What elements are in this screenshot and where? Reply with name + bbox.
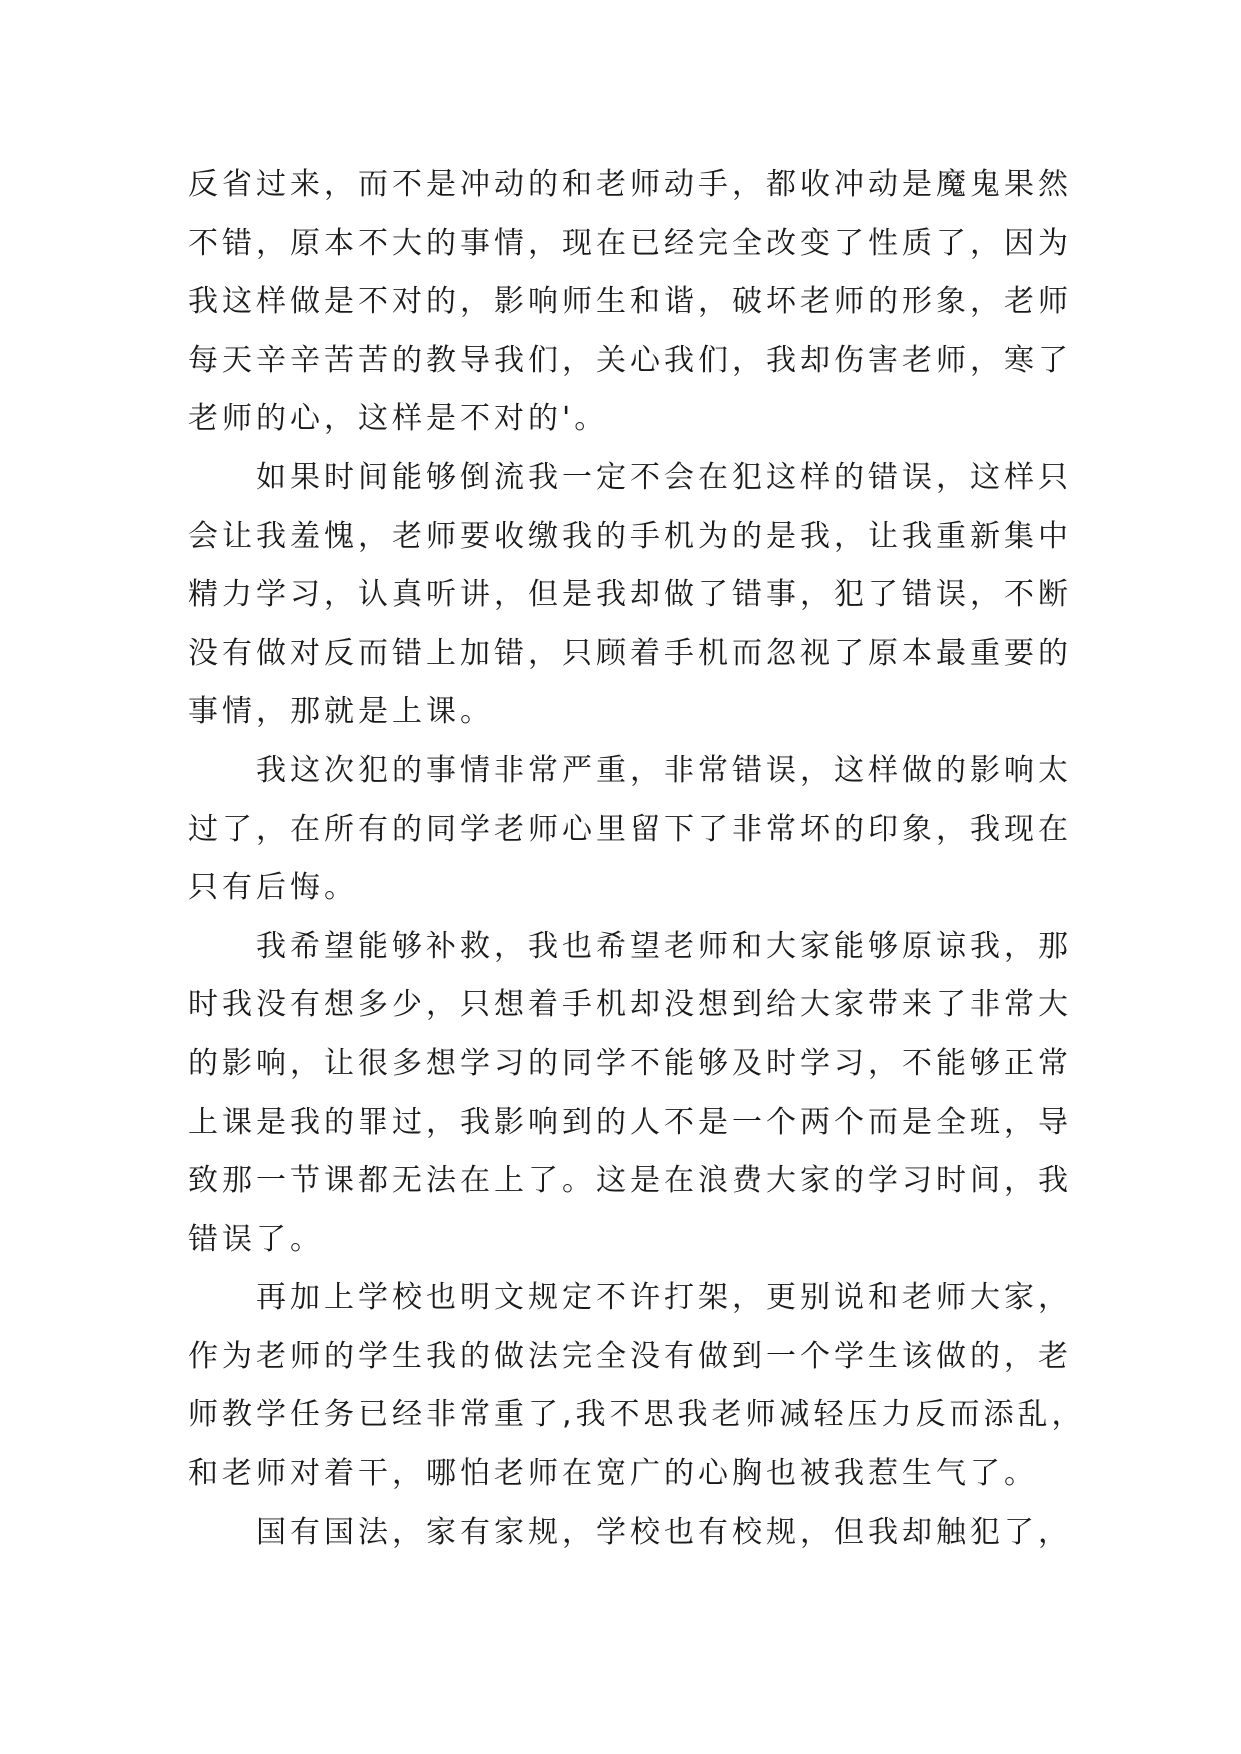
paragraph-2 (188, 449, 1072, 742)
text-line: 作为老师的学生我的做法完全没有做到一个学生该做的，老 (188, 1338, 1072, 1374)
text-line: 和老师对着干，哪怕老师在宽广的心胸也被我惹生气了。 (188, 1456, 1038, 1492)
text-line: 致那一节课都无法在上了。这是在浪费大家的学习时间，我 (188, 1163, 1072, 1199)
text-line: 我希望能够补救，我也希望老师和大家能够原谅我，那 (256, 928, 1072, 964)
text-line: 精力学习，认真听讲，但是我却做了错事，犯了错误，不断 (188, 577, 1072, 613)
text-line: 不错，原本不大的事情，现在已经完全改变了性质了，因为 (188, 225, 1072, 261)
text-line: 再加上学校也明文规定不许打架，更别说和老师大家， (256, 1280, 1072, 1316)
text-line: 事情，那就是上课。 (188, 694, 494, 730)
text-line: 上课是我的罪过，我影响到的人不是一个两个而是全班，导 (188, 1104, 1072, 1140)
text-line: 时我没有想多少，只想着手机却没想到给大家带来了非常大 (188, 987, 1072, 1023)
text-line: 每天辛辛苦苦的教导我们，关心我们，我却伤害老师，寒了 (188, 342, 1072, 378)
paragraph-1 (188, 156, 1072, 449)
text-line: 只有后悔。 (188, 870, 358, 906)
text-line: 如果时间能够倒流我一定不会在犯这样的错误，这样只 (256, 459, 1072, 495)
text-line: 师教学任务已经非常重了,我不思我老师减轻压力反而添乱， (188, 1397, 1086, 1433)
text-line: 没有做对反而错上加错，只顾着手机而忽视了原本最重要的 (188, 635, 1072, 671)
paragraph-4 (188, 918, 1072, 1270)
paragraph-6 (188, 1504, 1072, 1563)
text-line: 的影响，让很多想学习的同学不能够及时学习，不能够正常 (188, 1045, 1072, 1081)
text-line: 国有国法，家有家规，学校也有校规，但我却触犯了， (256, 1514, 1072, 1550)
text-line: 反省过来，而不是冲动的和老师动手，都收冲动是魔鬼果然 (188, 167, 1072, 202)
paragraph-3 (188, 742, 1072, 918)
document-body (188, 156, 1086, 1562)
paragraph-5 (188, 1269, 1086, 1503)
text-line: 老师的心，这样是不对的'。 (188, 401, 609, 437)
text-line: 我这样做是不对的，影响师生和谐，破坏老师的形象，老师 (188, 284, 1072, 320)
text-line: 会让我羞愧，老师要收缴我的手机为的是我，让我重新集中 (188, 518, 1072, 554)
text-line: 错误了。 (188, 1221, 324, 1257)
text-line: 我这次犯的事情非常严重，非常错误，这样做的影响太 (256, 752, 1072, 788)
text-line: 过了，在所有的同学老师心里留下了非常坏的印象，我现在 (188, 811, 1072, 847)
